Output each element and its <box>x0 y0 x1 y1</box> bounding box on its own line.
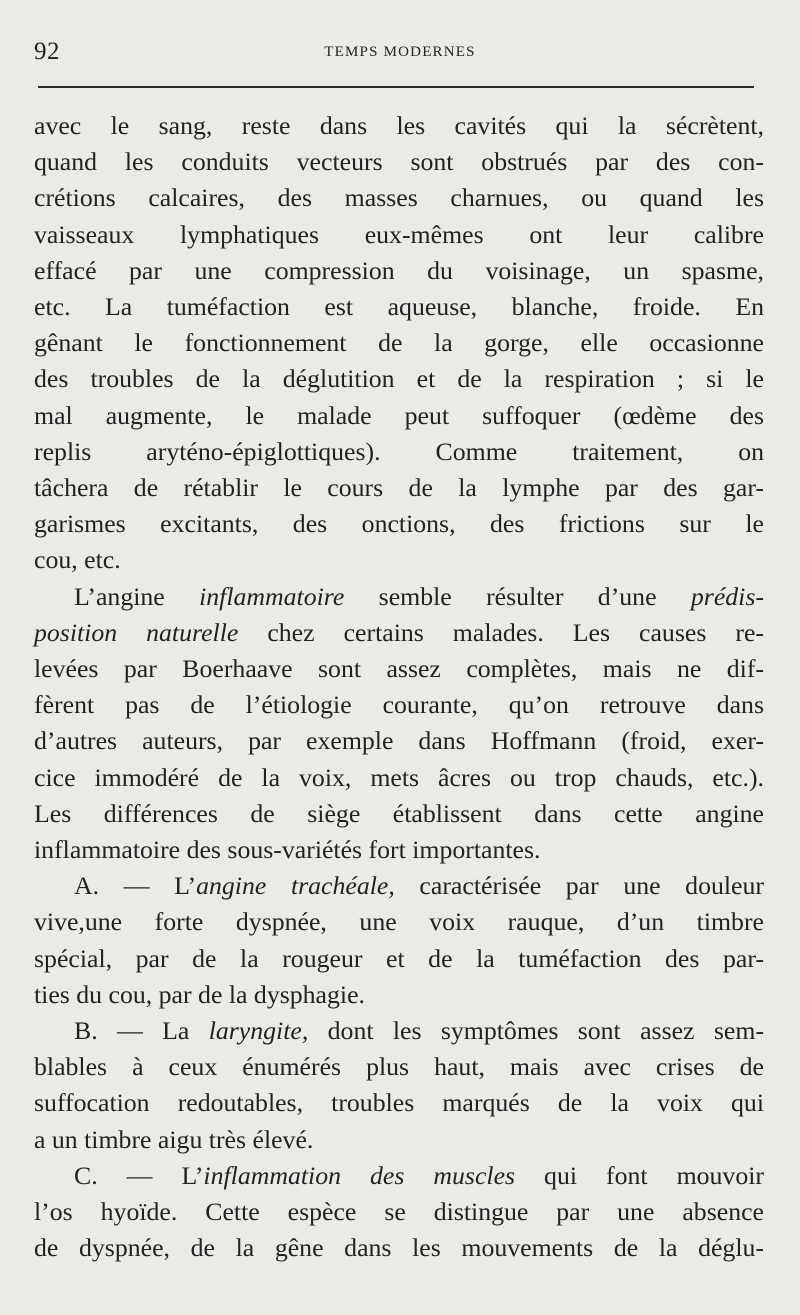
text-line <box>34 868 764 904</box>
text-line: garismes excitants, des onctions, des frictions sur le <box>34 509 764 539</box>
text-run: A. — L’ <box>74 871 197 901</box>
italic-run: laryngite, <box>208 1016 309 1046</box>
italic-run: prédis- <box>690 581 764 611</box>
text-line: fèrent pas de l’étiologie courante, qu’on retrouve dans <box>34 690 764 720</box>
text-line <box>34 1013 764 1049</box>
italic-run: inflammation des muscles <box>203 1160 516 1190</box>
text-line: spécial, par de la rougeur et de la tuméfaction des par- <box>34 943 764 973</box>
text-run: C. — L’ <box>74 1160 204 1190</box>
paragraph-3 <box>34 868 764 1013</box>
text-line: gênant le fonctionnement de la gorge, elle occasionne <box>34 328 764 358</box>
text-line: de dyspnée, de la gêne dans les mouvements de la déglu- <box>34 1233 764 1263</box>
paragraph-1 <box>34 108 764 579</box>
text-line: quand les conduits vecteurs sont obstrués par des con- <box>34 147 764 177</box>
text-line: d’autres auteurs, par exemple dans Hoffmann (froid, exer- <box>34 726 764 756</box>
text-line: inflammatoire des sous-variétés fort importantes. <box>34 835 541 865</box>
text-line: ties du cou, par de la dysphagie. <box>34 979 365 1009</box>
text-line: suffocation redoutables, troubles marqués de la voix qui <box>34 1088 764 1118</box>
text-line: cice immodéré de la voix, mets âcres ou trop chauds, etc.). <box>34 762 764 792</box>
text-run: L’angine <box>74 581 200 611</box>
page-number: 92 <box>34 38 60 65</box>
text-line: des troubles de la déglutition et de la respiration ; si le <box>34 364 764 394</box>
text-line: a un timbre aigu très élevé. <box>34 1124 314 1154</box>
text-run: dont les symptômes sont assez sem- <box>308 1016 764 1046</box>
text-line: levées par Boerhaave sont assez complètes, mais ne dif- <box>34 654 764 684</box>
text-line <box>34 579 764 615</box>
text-line: crétions calcaires, des masses charnues, ou quand les <box>34 183 764 213</box>
text-line: Les différences de siège établissent dans cette angine <box>34 798 764 828</box>
running-head: TEMPS MODERNES <box>324 44 476 60</box>
paragraph-5 <box>34 1158 764 1267</box>
header-rule <box>38 86 754 88</box>
text-line <box>34 615 764 651</box>
text-line: etc. La tuméfaction est aqueuse, blanche, froide. En <box>34 292 764 322</box>
body-text <box>34 108 764 1267</box>
italic-run: angine trachéale, <box>196 871 395 901</box>
text-line: replis aryténo-épiglottiques). Comme traitement, on <box>34 436 764 466</box>
text-line: vive,une forte dyspnée, une voix rauque, d’un timbre <box>34 907 764 937</box>
text-line: avec le sang, reste dans les cavités qui la sécrètent, <box>34 111 764 140</box>
text-run: semble résulter d’une <box>344 581 691 611</box>
text-run: chez certains malades. Les causes re- <box>238 617 764 647</box>
text-run: caractérisée par une douleur <box>394 871 764 901</box>
paragraph-2 <box>34 579 764 869</box>
paragraph-4 <box>34 1013 764 1158</box>
text-line: blables à ceux énumérés plus haut, mais avec crises de <box>34 1052 764 1082</box>
text-line <box>34 1158 764 1194</box>
text-line: tâchera de rétablir le cours de la lymphe par des gar- <box>34 473 764 503</box>
page-header <box>0 34 800 74</box>
italic-run: position naturelle <box>34 617 239 647</box>
text-line: cou, etc. <box>34 545 121 575</box>
text-run: B. — La <box>74 1016 209 1046</box>
text-line: mal augmente, le malade peut suffoquer (œdème des <box>34 400 764 430</box>
text-line: effacé par une compression du voisinage, un spasme, <box>34 255 764 285</box>
italic-run: inflammatoire <box>199 581 345 611</box>
text-line: vaisseaux lymphatiques eux-mêmes ont leur calibre <box>34 219 764 249</box>
text-line: l’os hyoïde. Cette espèce se distingue par une absence <box>34 1197 764 1227</box>
text-run: qui font mouvoir <box>515 1160 764 1190</box>
